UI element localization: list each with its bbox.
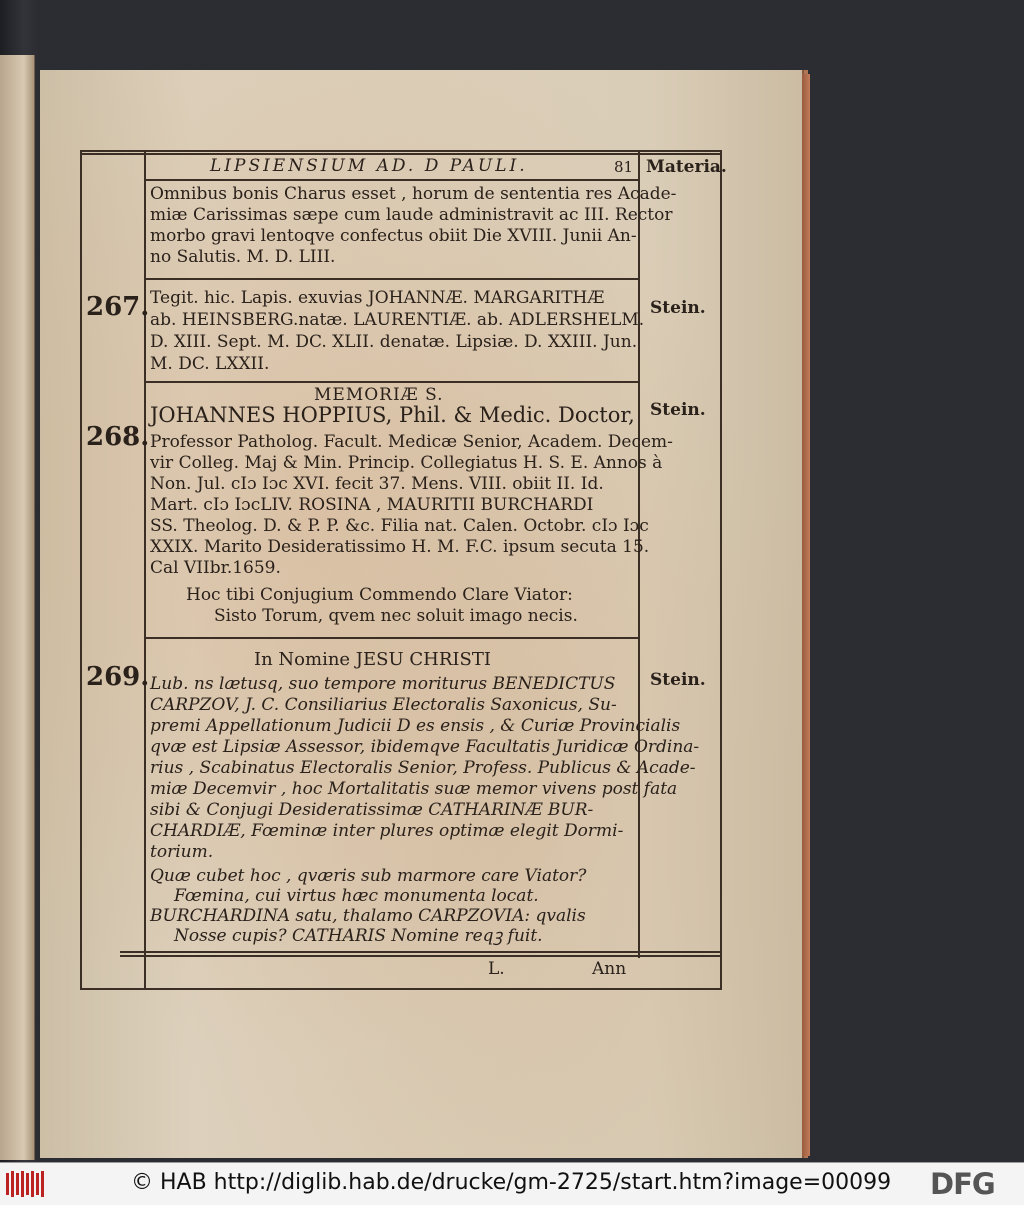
- text-line: miæ Carissimas sæpe cum laude administravit ac III. Rector: [150, 205, 673, 225]
- text-line: M. DC. LXXII.: [150, 354, 270, 374]
- verse-line: BURCHARDINA satu, thalamo CARPZOVIA: qvalis: [150, 906, 586, 926]
- text-line: Professor Patholog. Facult. Medicæ Senior, Academ. Decem-: [150, 432, 673, 452]
- running-title: LIPSIENSIUM AD. D PAULI.: [210, 156, 528, 176]
- text-line: vir Colleg. Maj & Min. Princip. Collegiatus H. S. E. Annos à: [150, 453, 663, 473]
- text-line: premi Appellationum Judicii D es ensis , & Curiæ Provincialis: [150, 716, 681, 736]
- footer-bar: [0, 1162, 1024, 1205]
- entry-number: 269.: [86, 662, 150, 692]
- hab-logo-icon: [6, 1171, 46, 1197]
- entry-number: 268.: [86, 422, 150, 452]
- text-line: rius , Scabinatus Electoralis Senior, Profess. Publicus & Acade-: [150, 758, 696, 778]
- signature-mark: L.: [488, 959, 505, 979]
- text-line: qvæ est Lipsiæ Assessor, ibidemqve Facultatis Juridicæ Ordina-: [150, 737, 700, 757]
- column-label-materia: Materia.: [646, 157, 727, 177]
- page-fore-edge: [802, 74, 810, 1156]
- previous-page-edge: [0, 55, 35, 1160]
- text-line: Non. Jul. cIɔ Iɔc XVI. fecit 37. Mens. VIII. obiit II. Id.: [150, 474, 604, 494]
- copyright-link[interactable]: © HAB http://diglib.hab.de/drucke/gm-2725/start.htm?image=00099: [131, 1170, 892, 1195]
- entry-heading: In Nomine JESU CHRISTI: [254, 649, 491, 670]
- entry-material: Stein.: [650, 670, 706, 690]
- dfg-logo: DFG: [930, 1167, 995, 1201]
- verse-line: Nosse cupis? CATHARIS Nomine reqꝫ fuit.: [174, 926, 543, 946]
- text-line: torium.: [150, 842, 214, 862]
- entry-number: 267.: [86, 292, 150, 322]
- text-line: Mart. cIɔ IɔcLIV. ROSINA , MAURITII BURCHARDI: [150, 495, 594, 515]
- text-line: Cal VIIbr.1659.: [150, 558, 281, 578]
- text-line: XXIX. Marito Desideratissimo H. M. F.C. ipsum secuta 15.: [150, 537, 650, 557]
- catchword: Ann: [592, 959, 627, 979]
- verse-line: Quæ cubet hoc , qværis sub marmore care Viator?: [150, 866, 587, 886]
- text-line: miæ Decemvir , hoc Mortalitatis suæ memor vivens post fata: [150, 779, 678, 799]
- text-line: CHARDIÆ, Fœminæ inter plures optimæ elegit Dormi-: [150, 821, 624, 841]
- text-line: Lub. ns lætusq, suo tempore moriturus BENEDICTUS: [150, 674, 616, 694]
- text-line: morbo gravi lentoqve confectus obiit Die XVIII. Junii An-: [150, 226, 637, 246]
- verse-line: Fœmina, cui virtus hæc monumenta locat.: [174, 886, 539, 906]
- text-line: Tegit. hic. Lapis. exuvias JOHANNÆ. MARGARITHÆ: [150, 288, 605, 308]
- page-number: 81: [614, 158, 634, 176]
- text-line: sibi & Conjugi Desideratissimæ CATHARINÆ BUR-: [150, 800, 594, 820]
- text-line: Omnibus bonis Charus esset , horum de sententia res Acade-: [150, 184, 677, 204]
- verse-line: Hoc tibi Conjugium Commendo Clare Viator:: [186, 585, 573, 605]
- text-line: ab. HEINSBERG.natæ. LAURENTIÆ. ab. ADLERSHELM.: [150, 310, 645, 330]
- entry-name-line: JOHANNES HOPPIUS, Phil. & Medic. Doctor,: [150, 403, 635, 427]
- verse-line: Sisto Torum, qvem nec soluit imago necis.: [214, 606, 578, 626]
- entry-material: Stein.: [650, 298, 706, 318]
- text-line: SS. Theolog. D. & P. P. &c. Filia nat. Calen. Octobr. cIɔ Iɔc: [150, 516, 649, 536]
- entry-material: Stein.: [650, 400, 706, 420]
- text-line: no Salutis. M. D. LIII.: [150, 247, 336, 267]
- text-line: D. XIII. Sept. M. DC. XLII. denatæ. Lipsiæ. D. XXIII. Jun.: [150, 332, 638, 352]
- text-line: CARPZOV, J. C. Consiliarius Electoralis Saxonicus, Su-: [150, 695, 617, 715]
- entry-heading: MEMORIÆ S.: [314, 385, 444, 405]
